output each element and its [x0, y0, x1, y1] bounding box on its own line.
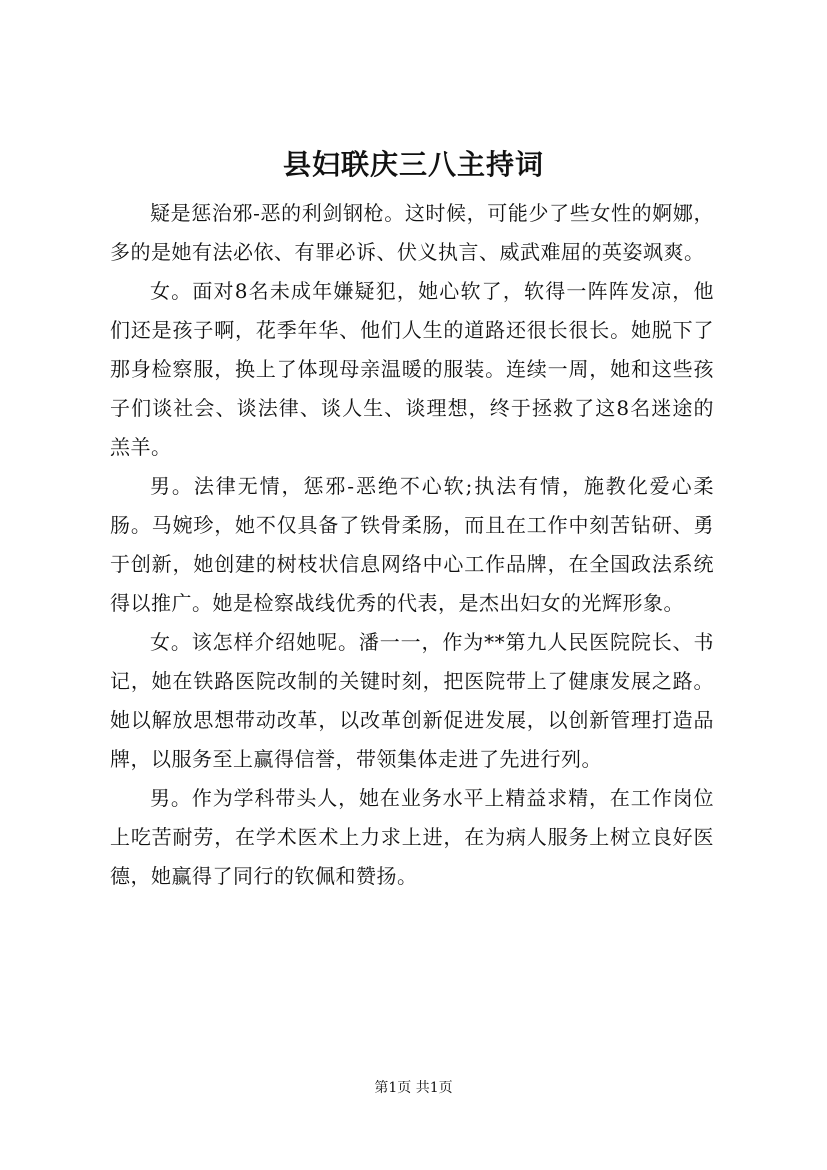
document-body: [110, 194, 714, 896]
paragraph: 女。面对8名未成年嫌疑犯，她心软了，软得一阵阵发凉，他们还是孩子啊，花季年华、他们人生的道路还很长很长。她脱下了那身检察服，换上了体现母亲温暖的服装。连续一周，她和这些孩子们谈社会、谈法律、谈人生、谈理想，终于拯救了这8名迷途的羔羊。: [110, 279, 714, 459]
paragraph: 疑是惩治邪-恶的利剑钢枪。这时候，可能少了些女性的婀娜，多的是她有法必依、有罪必诉、伏义执言、威武难屈的英姿飒爽。: [110, 201, 714, 264]
document-title: 县妇联庆三八主持词: [282, 148, 544, 181]
paragraph: 男。法律无情，惩邪-恶绝不心软;执法有情，施教化爱心柔肠。马婉珍，她不仅具备了铁骨柔肠，而且在工作中刻苦钻研、勇于创新，她创建的树枝状信息网络中心工作品牌，在全国政法系统得以推广。她是检察战线优秀的代表，是杰出妇女的光辉形象。: [110, 474, 714, 615]
page-number-footer: 第1页 共1页: [374, 1080, 453, 1096]
paragraph: 男。作为学科带头人，她在业务水平上精益求精，在工作岗位上吃苦耐劳，在学术医术上力求上进，在为病人服务上树立良好医德，她赢得了同行的钦佩和赞扬。: [110, 786, 714, 888]
paragraph: 女。该怎样介绍她呢。潘一一，作为**第九人民医院院长、书记，她在铁路医院改制的关键时刻，把医院带上了健康发展之路。她以解放思想带动改革，以改革创新促进发展，以创新管理打造品牌，以服务至上赢得信誉，带领集体走进了先进行列。: [110, 630, 714, 771]
